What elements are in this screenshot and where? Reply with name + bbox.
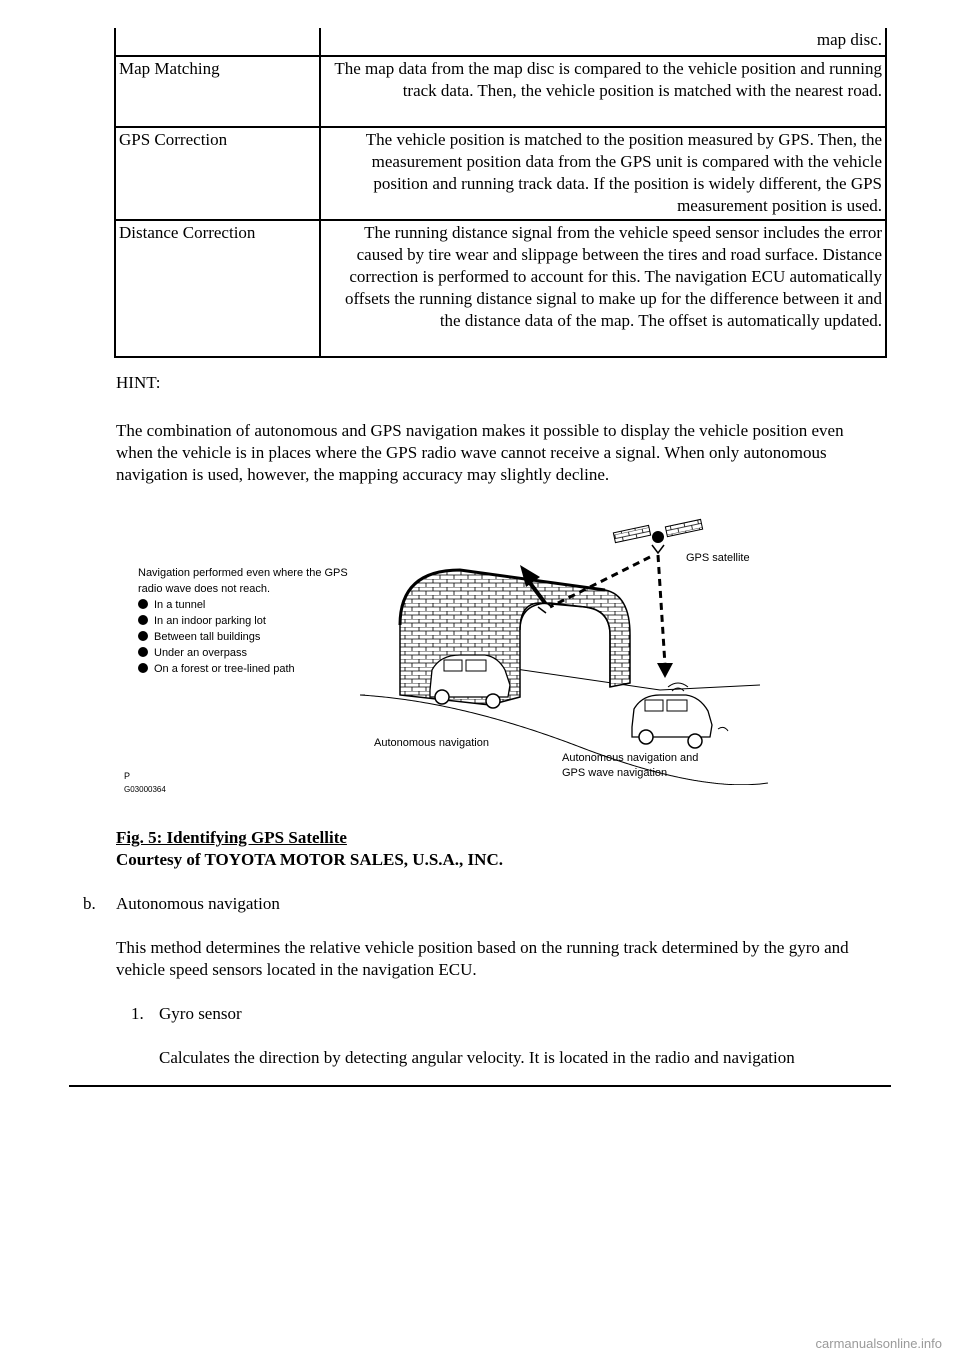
correction-table — [114, 28, 887, 358]
table-cell-desc: The map data from the map disc is compared to the vehicle position and running track data. Then, the vehicle position is matched with the nearest road. — [320, 56, 886, 127]
legend-item: In an indoor parking lot — [138, 613, 368, 629]
table-cell-term: GPS Correction — [115, 127, 320, 220]
figure-caption: Fig. 5: Identifying GPS Satellite — [116, 828, 347, 847]
section-text: This method determines the relative vehicle position based on the running track determined by the gyro and vehicle speed sensors located in the navigation ECU. — [116, 938, 849, 979]
bullet-icon — [138, 615, 148, 625]
satellite-icon — [613, 519, 702, 553]
legend-item: In a tunnel — [138, 597, 368, 613]
combined-label: Autonomous navigation and — [562, 752, 699, 764]
table-row — [115, 220, 886, 357]
item-text: Calculates the direction by detecting angular velocity. It is located in the radio and navigation — [159, 1048, 795, 1067]
hint-label: HINT: — [116, 373, 161, 392]
table-cell-term: Distance Correction — [115, 220, 320, 357]
legend-item: Under an overpass — [138, 645, 368, 661]
hint-text: The combination of autonomous and GPS navigation makes it possible to display the vehicle position even when the vehicle is in places where the GPS radio wave cannot receive a signal. When only autonomous navigation is used, however, the mapping accuracy may slightly decline. — [116, 421, 844, 484]
section-title: Autonomous navigation — [116, 894, 280, 913]
watermark: carmanualsonline.info — [815, 1336, 942, 1351]
table-cell-term: Map Matching — [115, 56, 320, 127]
bullet-icon — [138, 631, 148, 641]
figure-heading: Navigation performed even where the GPS radio wave does not reach. — [138, 567, 348, 595]
item-marker: 1. — [131, 1004, 144, 1023]
legend-item: Between tall buildings — [138, 629, 368, 645]
figure-courtesy: Courtesy of TOYOTA MOTOR SALES, U.S.A., INC. — [116, 850, 503, 869]
combined-label-2: GPS wave navigation — [562, 767, 668, 779]
table-row — [115, 127, 886, 220]
figure-code: G03000364 — [124, 785, 166, 794]
table-row — [115, 28, 886, 56]
figure-legend — [138, 565, 368, 677]
item-title: Gyro sensor — [159, 1004, 242, 1023]
section-marker: b. — [83, 894, 96, 913]
satellite-label: GPS satellite — [686, 552, 750, 564]
table-cell-desc: The vehicle position is matched to the position measured by GPS. Then, the measurement position data from the GPS unit is compared with the vehicle position and running track data. If the position is widely different, the GPS measurement position is used. — [320, 127, 886, 220]
autonomous-label: Autonomous navigation — [374, 737, 489, 749]
page-divider — [69, 1085, 891, 1087]
figure-code-letter: P — [124, 771, 131, 781]
bullet-icon — [138, 663, 148, 673]
table-cell-desc: map disc. — [320, 28, 886, 56]
car-outside — [632, 683, 728, 748]
table-cell-term — [115, 28, 320, 56]
bullet-icon — [138, 647, 148, 657]
legend-item: On a forest or tree-lined path — [138, 661, 368, 677]
gps-signal-arrow — [657, 555, 673, 678]
table-cell-desc: The running distance signal from the vehicle speed sensor includes the error caused by tire wear and slippage between the tires and road surface. Distance correction is performed to account for this. The navigation ECU automatically offsets the running distance signal to make up for the difference between it and the distance data of the map. The offset is automatically updated. — [320, 220, 886, 357]
table-row — [115, 56, 886, 127]
bullet-icon — [138, 599, 148, 609]
